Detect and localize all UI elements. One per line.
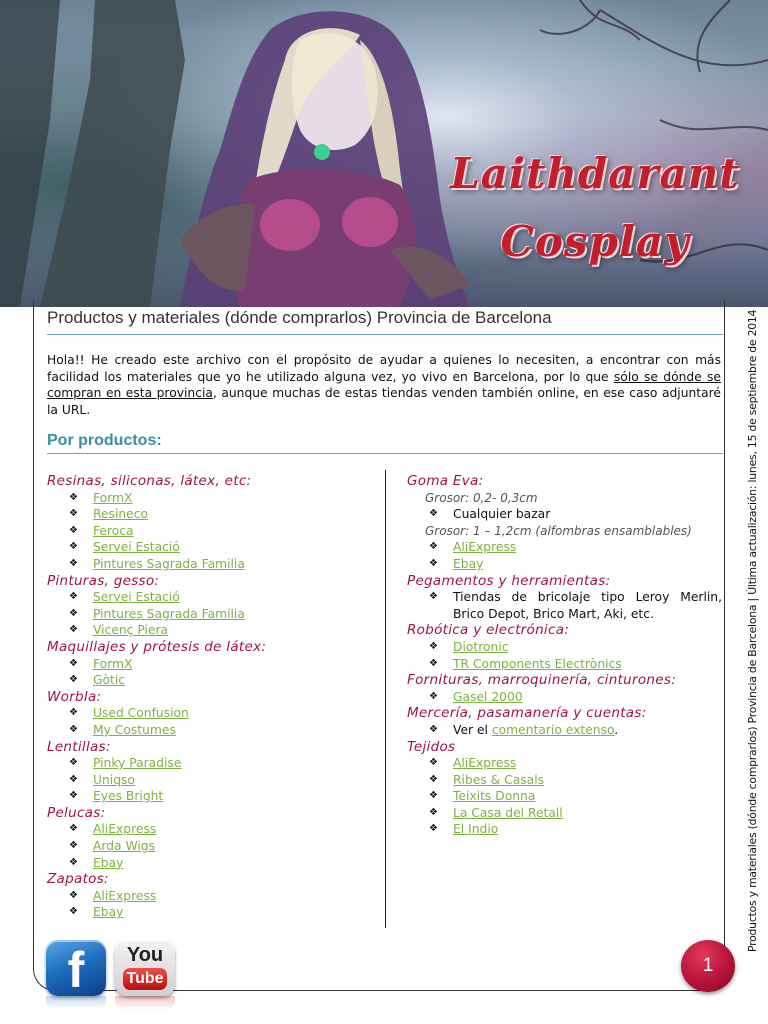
list-item bbox=[407, 821, 722, 838]
item-text: Ver el bbox=[453, 722, 492, 737]
link-uniqso[interactable]: Uniqso bbox=[93, 772, 135, 787]
link-teixits-donna[interactable]: Teixits Donna bbox=[453, 789, 536, 804]
link-ebay[interactable]: Ebay bbox=[93, 905, 124, 920]
link-ribes-casals[interactable]: Ribes & Casals bbox=[453, 772, 545, 787]
list-item bbox=[407, 722, 722, 739]
youtube-tube-label: Tube bbox=[123, 968, 167, 990]
category-robotica: Robótica y electrónica: bbox=[407, 622, 570, 639]
link-aliexpress[interactable]: AliExpress bbox=[93, 888, 157, 903]
list-item bbox=[47, 838, 377, 855]
bullet-icon: ❖ bbox=[429, 723, 438, 735]
list-item bbox=[47, 855, 377, 872]
section-heading: Por productos: bbox=[47, 432, 723, 454]
header-banner bbox=[0, 0, 768, 307]
youtube-you-label: You bbox=[126, 944, 164, 966]
category-worbla: Worbla: bbox=[47, 688, 102, 705]
list-item bbox=[407, 772, 722, 789]
link-servei-estacio[interactable]: Servei Estació bbox=[93, 540, 180, 555]
bullet-icon: ❖ bbox=[69, 508, 78, 520]
bullet-icon: ❖ bbox=[429, 640, 438, 652]
intro-paragraph bbox=[47, 352, 721, 418]
bullet-icon: ❖ bbox=[69, 674, 78, 686]
bullet-icon: ❖ bbox=[429, 823, 438, 835]
bullet-icon: ❖ bbox=[69, 906, 78, 918]
link-gotic[interactable]: Gòtic bbox=[93, 673, 126, 688]
link-feroca[interactable]: Feroca bbox=[93, 523, 134, 538]
facebook-icon[interactable] bbox=[46, 940, 106, 996]
link-pintures-sagrada-familia[interactable]: Pintures Sagrada Familia bbox=[93, 606, 245, 621]
category-pinturas: Pinturas, gesso: bbox=[47, 572, 160, 589]
link-my-costumes[interactable]: My Costumes bbox=[93, 722, 176, 737]
bullet-icon: ❖ bbox=[69, 856, 78, 868]
link-servei-estacio[interactable]: Servei Estació bbox=[93, 590, 180, 605]
link-arda-wigs[interactable]: Arda Wigs bbox=[93, 839, 156, 854]
bullet-icon: ❖ bbox=[69, 491, 78, 503]
list-item bbox=[407, 755, 722, 772]
column-divider bbox=[385, 470, 386, 928]
bullet-icon: ❖ bbox=[429, 591, 438, 603]
link-pintures-sagrada-familia[interactable]: Pintures Sagrada Familia bbox=[93, 556, 245, 571]
link-resineco[interactable]: Resineco bbox=[93, 507, 149, 522]
list-item bbox=[47, 772, 377, 789]
bullet-icon: ❖ bbox=[69, 773, 78, 785]
page-number-badge: 1 bbox=[681, 940, 735, 992]
right-column bbox=[407, 473, 722, 838]
link-used-confusion[interactable]: Used Confusion bbox=[93, 706, 189, 721]
bullet-icon: ❖ bbox=[69, 541, 78, 553]
category-zapatos: Zapatos: bbox=[47, 871, 109, 888]
list-item bbox=[407, 689, 722, 706]
bullet-icon: ❖ bbox=[69, 823, 78, 835]
list-item bbox=[47, 821, 377, 838]
category-fornituras: Fornituras, marroquinería, cinturones: bbox=[407, 672, 677, 689]
item-text: . bbox=[614, 722, 619, 737]
bullet-icon: ❖ bbox=[69, 607, 78, 619]
list-item bbox=[47, 722, 377, 739]
list-item bbox=[47, 506, 377, 523]
bullet-icon: ❖ bbox=[429, 541, 438, 553]
link-aliexpress[interactable]: AliExpress bbox=[93, 822, 157, 837]
link-ebay[interactable]: Ebay bbox=[453, 556, 484, 571]
bullet-icon: ❖ bbox=[69, 524, 78, 536]
facebook-reflection bbox=[46, 996, 106, 1010]
list-item bbox=[47, 888, 377, 905]
bullet-icon: ❖ bbox=[69, 723, 78, 735]
link-diotronic[interactable]: Diotronic bbox=[453, 639, 509, 654]
link-el-indio[interactable]: El Indio bbox=[453, 822, 499, 837]
link-la-casa-del-retall[interactable]: La Casa del Retall bbox=[453, 805, 563, 820]
bullet-icon: ❖ bbox=[429, 757, 438, 769]
youtube-reflection bbox=[115, 996, 175, 1010]
list-item bbox=[47, 755, 377, 772]
banner-title: Laithdarant Cosplay bbox=[450, 149, 740, 266]
list-item bbox=[47, 904, 377, 921]
grosor-label: Grosor: 1 – 1,2cm (alfombras ensamblables) bbox=[425, 523, 692, 538]
list-item bbox=[407, 639, 722, 656]
bullet-icon: ❖ bbox=[69, 707, 78, 719]
category-goma-eva: Goma Eva: bbox=[407, 473, 484, 489]
list-item bbox=[47, 556, 377, 573]
link-aliexpress[interactable]: AliExpress bbox=[453, 540, 517, 555]
category-lentillas: Lentillas: bbox=[47, 738, 111, 755]
intro-text-2: , aunque muchas de estas tiendas venden también online, en ese caso adjuntaré la URL. bbox=[47, 386, 721, 417]
list-item bbox=[47, 672, 377, 689]
grosor-label: Grosor: 0,2- 0,3cm bbox=[425, 490, 538, 505]
list-item bbox=[407, 656, 722, 673]
category-maquillajes: Maquillajes y prótesis de látex: bbox=[47, 638, 267, 655]
bullet-icon: ❖ bbox=[69, 557, 78, 569]
link-gasel-2000[interactable]: Gasel 2000 bbox=[453, 689, 523, 704]
youtube-icon[interactable] bbox=[115, 940, 175, 996]
bullet-icon: ❖ bbox=[69, 657, 78, 669]
bullet-icon: ❖ bbox=[429, 790, 438, 802]
link-formx[interactable]: FormX bbox=[93, 656, 133, 671]
link-aliexpress[interactable]: AliExpress bbox=[453, 756, 517, 771]
list-item bbox=[47, 606, 377, 623]
list-item bbox=[47, 788, 377, 805]
list-item bbox=[407, 788, 722, 805]
category-pegamentos: Pegamentos y herramientas: bbox=[407, 572, 611, 589]
bullet-icon: ❖ bbox=[69, 591, 78, 603]
list-item bbox=[47, 490, 377, 507]
link-vicenc-piera[interactable]: Vicenç Piera bbox=[93, 623, 169, 638]
category-resinas: Resinas, siliconas, látex, etc: bbox=[47, 473, 252, 489]
list-item bbox=[407, 556, 722, 573]
link-eyes-bright[interactable]: Eyes Bright bbox=[93, 789, 164, 804]
link-pinky-paradise[interactable]: Pinky Paradise bbox=[93, 756, 182, 771]
link-comentario-extenso[interactable]: comentario extenso bbox=[491, 722, 615, 737]
bullet-icon: ❖ bbox=[429, 508, 438, 520]
document-title: Productos y materiales (dónde comprarlos) Provincia de Barcelona bbox=[47, 308, 723, 335]
list-item bbox=[407, 805, 722, 822]
left-column bbox=[47, 473, 377, 921]
vertical-footer-text: Productos y materiales (dónde comprarlos) Provincia de Barcelona | Última actualización: lunes, 15 de septiembre de 2014 bbox=[746, 309, 759, 952]
bullet-icon: ❖ bbox=[69, 757, 78, 769]
bullet-icon: ❖ bbox=[69, 624, 78, 636]
list-item bbox=[407, 539, 722, 556]
bullet-icon: ❖ bbox=[429, 557, 438, 569]
bullet-icon: ❖ bbox=[69, 790, 78, 802]
category-pelucas: Pelucas: bbox=[47, 804, 106, 821]
bullet-icon: ❖ bbox=[69, 840, 78, 852]
bullet-icon: ❖ bbox=[429, 657, 438, 669]
link-formx[interactable]: FormX bbox=[93, 490, 133, 505]
list-item bbox=[407, 506, 722, 523]
category-merceria: Mercería, pasamanería y cuentas: bbox=[407, 705, 647, 722]
list-item bbox=[407, 589, 722, 622]
bullet-icon: ❖ bbox=[429, 773, 438, 785]
category-tejidos: Tejidos bbox=[407, 738, 456, 755]
list-item bbox=[47, 705, 377, 722]
list-item bbox=[47, 622, 377, 639]
list-item bbox=[47, 589, 377, 606]
intro-underlined: sólo se dónde se compran en esta provincia bbox=[47, 369, 721, 400]
list-item bbox=[47, 523, 377, 540]
intro-text-1: Hola!! He creado este archivo con el propósito de ayudar a quienes lo necesiten, a encontrar con más facilidad los materiales que yo he utilizado alguna vez, yo vivo en Barcelona, por lo que bbox=[47, 353, 721, 384]
link-tr-components[interactable]: TR Components Electrònics bbox=[453, 656, 622, 671]
bullet-icon: ❖ bbox=[69, 889, 78, 901]
item-text: Cualquier bazar bbox=[453, 507, 551, 522]
bullet-icon: ❖ bbox=[429, 690, 438, 702]
bullet-icon: ❖ bbox=[429, 806, 438, 818]
link-ebay[interactable]: Ebay bbox=[93, 855, 124, 870]
item-text: Tiendas de bricolaje tipo Leroy Merlin, Brico Depot, Brico Mart, Aki, etc. bbox=[453, 590, 722, 621]
list-item bbox=[47, 539, 377, 556]
facebook-glyph: f bbox=[67, 942, 85, 998]
list-item bbox=[47, 656, 377, 673]
